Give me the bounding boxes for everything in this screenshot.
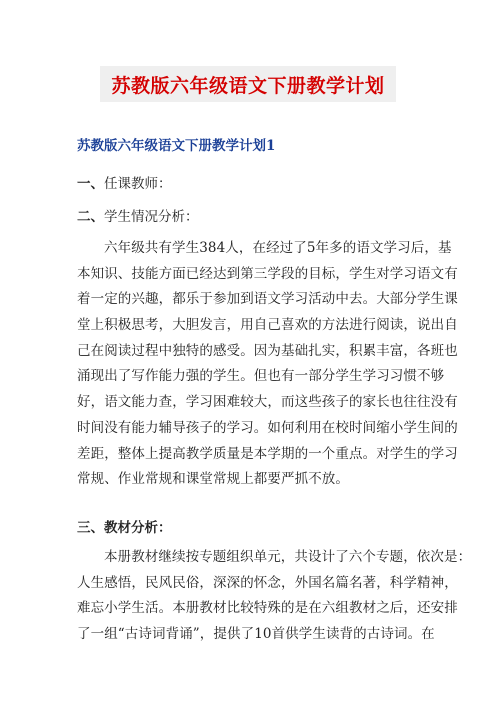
section-number: 三、 bbox=[77, 520, 104, 536]
paragraph-line: 难忘小学生活。本册教材比较特殊的是在六组教材之后，还安排 bbox=[77, 600, 458, 617]
paragraph-line: 堂上积极思考，大胆发言，用自己喜欢的方法进行阅读，说出自 bbox=[77, 317, 458, 334]
paragraph-line: 着一定的兴趣，都乐于参加到语文学习活动中去。大部分学生课 bbox=[77, 291, 458, 308]
section-student-analysis bbox=[77, 205, 199, 225]
paragraph-line: 常规、作业常规和课堂常规上都要严抓不放。 bbox=[77, 471, 349, 488]
paragraph-line: 本知识、技能方面已经达到第三学段的目标，学生对学习语文有 bbox=[77, 265, 458, 282]
paragraph-line: 好，语文能力查，学习困难较大，而这些孩子的家长也往往没有 bbox=[77, 394, 458, 411]
section-teacher bbox=[77, 172, 172, 192]
document-subtitle: 苏教版六年级语文下册教学计划1 bbox=[77, 138, 276, 154]
paragraph-line: 本册教材继续按专题组织单元，共设计了六个专题，依次是： bbox=[104, 549, 472, 565]
paragraph-line: 差距，整体上提高教学质量是本学期的一个重点。对学生的学习 bbox=[77, 445, 458, 462]
paragraph-line: 了一组“古诗词背诵”，提供了10首供学生读背的古诗词。在 bbox=[77, 626, 435, 643]
paragraph-line: 六年级共有学生384人，在经过了5年多的语文学习后，基 bbox=[104, 240, 452, 256]
paragraph-line: 时间没有能力辅导孩子的学习。如何利用在校时间缩小学生间的 bbox=[77, 419, 458, 436]
section-label: 教材分析： bbox=[104, 520, 172, 536]
section-textbook-analysis bbox=[77, 516, 172, 536]
section-number: 二、 bbox=[77, 209, 104, 225]
paragraph-line: 涌现出了写作能力强的学生。但也有一部分学生学习习惯不够 bbox=[77, 368, 445, 385]
document-title: 苏教版六年级语文下册教学计划 bbox=[111, 74, 385, 97]
paragraph-line: 己在阅读过程中独特的感受。因为基础扎实，积累丰富，各班也 bbox=[77, 342, 458, 359]
section-number: 一、 bbox=[77, 176, 104, 192]
section-label: 任课教师： bbox=[104, 176, 172, 192]
title-banner bbox=[100, 66, 396, 102]
paragraph-student-analysis bbox=[77, 236, 458, 493]
paragraph-textbook-analysis bbox=[77, 545, 472, 648]
paragraph-line: 人生感悟，民风民俗，深深的怀念，外国名篇名著，科学精神， bbox=[77, 574, 458, 591]
section-label: 学生情况分析： bbox=[104, 209, 199, 225]
